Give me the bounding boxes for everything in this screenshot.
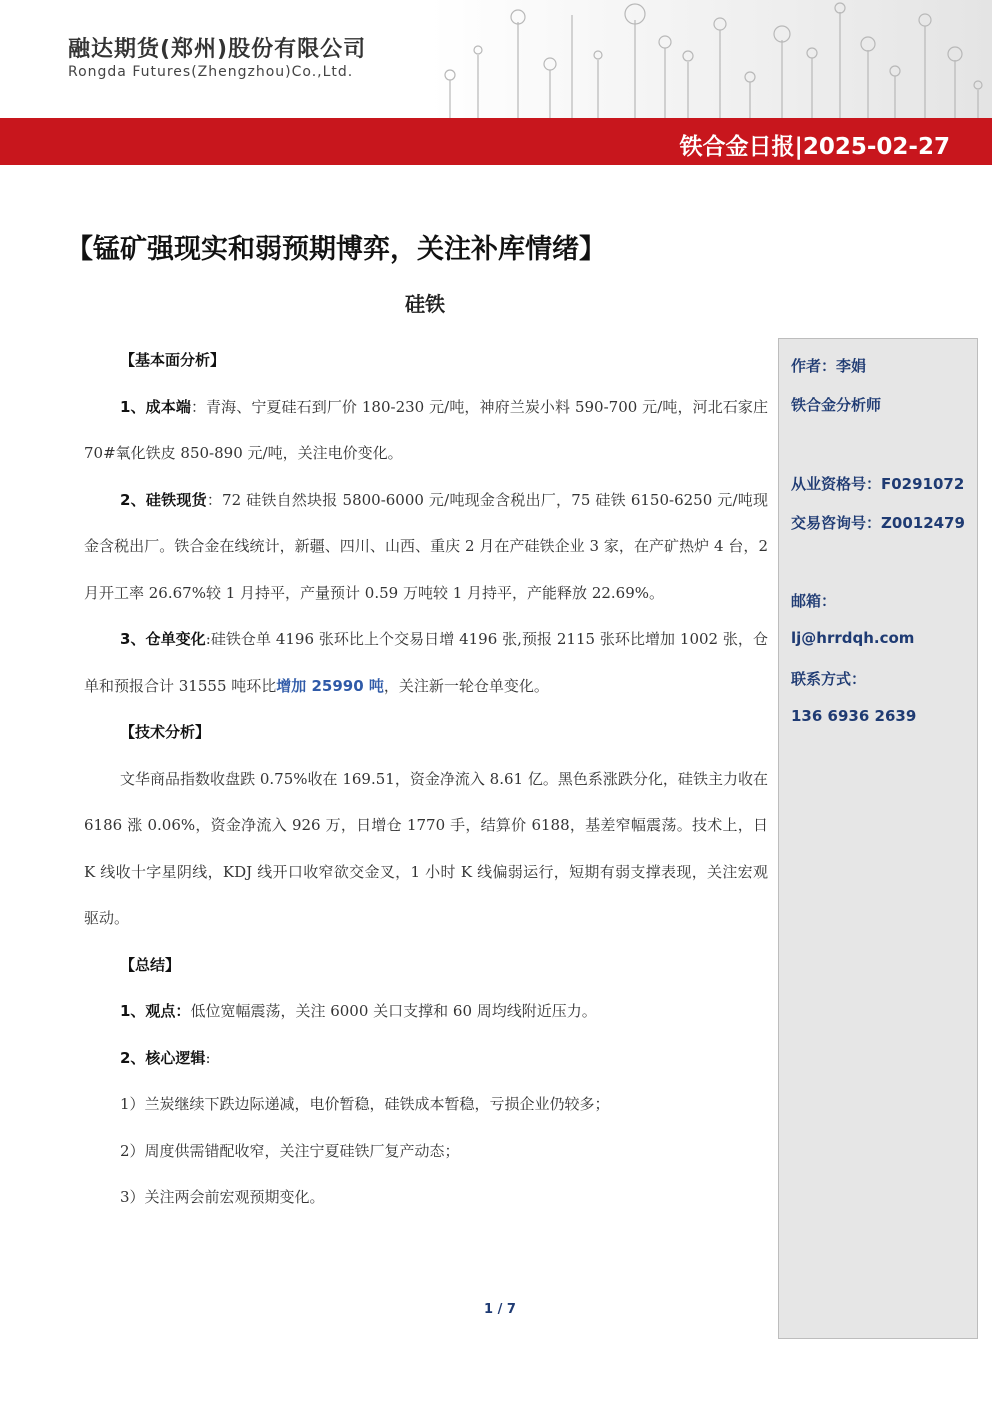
email-label: 邮箱：: [791, 592, 837, 610]
article-title: 【锰矿强现实和弱预期博弈，关注补库情绪】: [66, 234, 606, 265]
page-header: [0, 0, 992, 165]
report-title: 铁合金日报|2025-02-27: [679, 134, 950, 160]
contact-label: 联系方式：: [791, 670, 867, 688]
logic-item: 2）周度供需错配收窄，关注宁夏硅铁厂复产动态；: [120, 1141, 460, 1160]
company-name-en: Rongda Futures(Zhengzhou)Co.,Ltd.: [68, 64, 354, 80]
spot-label: 2、硅铁现货: [120, 490, 207, 509]
technical-paragraph: 文华商品指数收盘跌 0.75%收在 169.51，资金净流入 8.61 亿。黑色系涨跌分化，硅铁主力收在 6186 涨 0.06%，资金净流入 926 万，日增仓 1770 手，结算价 6188，基差窄幅震荡。技术上，日 K 线收十字星阴线，KDJ 线开口收窄欲交金叉，1 小时 K 线偏弱运行，短期有弱支撑表现，关注宏观驱动。: [84, 769, 768, 927]
warrant-label: 3、仓单变化: [120, 630, 206, 648]
logic-line: [84, 1035, 768, 1082]
fundamental-heading: 【基本面分析】: [120, 351, 226, 369]
technical-heading: 【技术分析】: [120, 723, 211, 741]
report-title-bar: [0, 118, 992, 165]
header-decoration: [430, 0, 992, 120]
author-role: 铁合金分析师: [791, 396, 882, 414]
page-number: 1 / 7: [484, 1302, 516, 1317]
summary-heading: 【总结】: [120, 955, 181, 974]
logic-item: 1）兰炭继续下跌边际递减，电价暂稳，硅铁成本暂稳，亏损企业仍较多；: [120, 1095, 610, 1113]
logic-label: 2、核心逻辑: [120, 1048, 206, 1067]
article-subtitle: 硅铁: [405, 292, 445, 316]
warrant-paragraph: [84, 616, 768, 709]
warrant-highlight: 增加 25990 吨: [276, 676, 384, 695]
spot-paragraph: [84, 477, 768, 617]
spot-text: ：72 硅铁自然块报 5800-6000 元/吨现金含税出厂，75 硅铁 6150-6250 元/吨现金含税出厂。铁合金在线统计，新疆、四川、山西、重庆 2 月在产硅铁企业 3 家，在产矿热炉 4 台，2 月开工率 26.67%较 1 月持平，产量预计 0.59 万吨较 1 月持平，产能释放 22.69%。: [84, 490, 768, 602]
consult-number: 交易咨询号：Z0012479: [791, 514, 965, 532]
phone-number: 136 6936 2639: [791, 707, 917, 725]
logic-item: 3）关注两会前宏观预期变化。: [120, 1188, 325, 1206]
author-sidebar: [778, 338, 978, 1339]
company-name-cn: 融达期货(郑州)股份有限公司: [68, 37, 367, 62]
cost-paragraph: [84, 384, 768, 477]
view-label: 1、观点：: [120, 1002, 191, 1020]
cost-label: 1、成本端: [120, 397, 191, 416]
warrant-text-a: :硅铁仓单 4196 张环比上个交易日增 4196 张,预报 2115 张环比增加 1002 张，仓单和预报合计 31555 吨环比: [84, 630, 768, 695]
view-text: 低位宽幅震荡，关注 6000 关口支撑和 60 周均线附近压力。: [190, 1002, 597, 1020]
view-line: [84, 988, 768, 1035]
email-link[interactable]: lj@hrrdqh.com: [791, 629, 915, 647]
cost-text: ：青海、宁夏硅石到厂价 180-230 元/吨，神府兰炭小料 590-700 元/吨，河北石家庄 70#氧化铁皮 850-890 元/吨，关注电价变化。: [84, 397, 769, 462]
main-content: [84, 337, 768, 1221]
author-name: 作者：李娟: [791, 357, 867, 375]
qualification-number: 从业资格号：F0291072: [791, 475, 965, 493]
logic-colon: :: [205, 1048, 211, 1067]
warrant-text-b: ，关注新一轮仓单变化。: [383, 676, 549, 695]
